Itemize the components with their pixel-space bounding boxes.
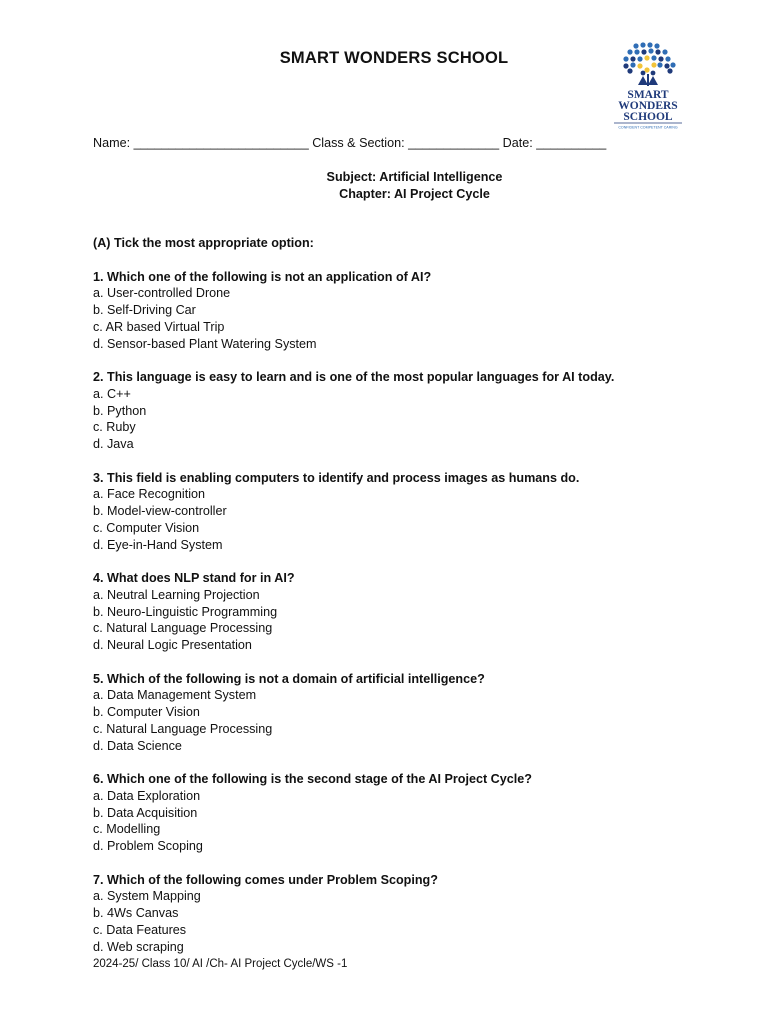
svg-text:WONDERS: WONDERS [618, 100, 678, 112]
subject-label: Subject: Artificial Intelligence [326, 170, 503, 184]
answer-option: d. Java [93, 437, 134, 451]
question-block [93, 872, 733, 956]
svg-text:CONFIDENT COMPETENT CARING: CONFIDENT COMPETENT CARING [618, 125, 678, 130]
answer-option: b. Data Acquisition [93, 805, 198, 820]
answer-option: d. Data Science [93, 738, 182, 753]
answer-option: b. Self-Driving Car [93, 303, 196, 317]
answer-option: d. Web scraping [93, 939, 184, 954]
answer-option: a. User-controlled Drone [93, 286, 231, 301]
answer-option: b. 4Ws Canvas [93, 906, 179, 920]
answer-option: c. Computer Vision [93, 520, 200, 535]
question-block [93, 269, 733, 353]
chapter-label: Chapter: AI Project Cycle [339, 187, 490, 201]
answer-option: c. Data Features [93, 922, 187, 937]
answer-option: b. Computer Vision [93, 705, 200, 719]
answer-option: c. Natural Language Processing [93, 721, 273, 736]
answer-option: b. Model-view-controller [93, 504, 227, 518]
logo-tree-icon [610, 40, 702, 132]
answer-option: b. Python [93, 403, 147, 418]
answer-option: d. Sensor-based Plant Watering System [93, 336, 317, 351]
worksheet-body [93, 235, 733, 972]
answer-option: a. Data Exploration [93, 788, 201, 803]
answer-option: a. Neutral Learning Projection [93, 587, 260, 602]
school-logo [610, 40, 702, 132]
student-info-line: Name: _________________________ Class & Section: _____________ Date: __________ [93, 136, 607, 150]
subject-block [0, 169, 768, 203]
page-footer: 2024-25/ Class 10/ AI /Ch- AI Project Cycle/WS -1 [93, 958, 348, 970]
svg-text:SMART: SMART [627, 89, 669, 101]
question-text: 5. Which of the following is not a domain of artificial intelligence? [93, 671, 485, 686]
question-text: 7. Which of the following comes under Problem Scoping? [93, 872, 438, 887]
school-name: SMART WONDERS SCHOOL [279, 49, 509, 67]
answer-option: c. AR based Virtual Trip [93, 319, 225, 334]
question-block [93, 771, 733, 855]
question-block [93, 570, 733, 654]
question-text: 1. Which one of the following is not an application of AI? [93, 269, 432, 284]
answer-option: d. Neural Logic Presentation [93, 638, 252, 652]
answer-option: a. System Mapping [93, 889, 201, 904]
answer-option: a. C++ [93, 386, 131, 401]
answer-option: d. Eye-in-Hand System [93, 537, 223, 552]
answer-option: c. Natural Language Processing [93, 621, 273, 636]
answer-option: d. Problem Scoping [93, 839, 203, 853]
question-list [93, 269, 733, 956]
question-text: 2. This language is easy to learn and is one of the most popular languages for AI today. [93, 370, 615, 384]
answer-option: c. Ruby [93, 420, 136, 435]
question-text: 6. Which one of the following is the second stage of the AI Project Cycle? [93, 772, 532, 786]
question-text: 4. What does NLP stand for in AI? [93, 571, 295, 585]
svg-text:SCHOOL: SCHOOL [623, 111, 673, 123]
question-block [93, 369, 733, 453]
answer-option: b. Neuro-Linguistic Programming [93, 604, 278, 619]
answer-option: c. Modelling [93, 822, 161, 837]
section-heading: (A) Tick the most appropriate option: [93, 236, 314, 250]
answer-option: a. Face Recognition [93, 487, 206, 502]
question-block [93, 470, 733, 554]
answer-option: a. Data Management System [93, 688, 257, 703]
question-text: 3. This field is enabling computers to identify and process images as humans do. [93, 470, 580, 485]
question-block [93, 671, 733, 755]
